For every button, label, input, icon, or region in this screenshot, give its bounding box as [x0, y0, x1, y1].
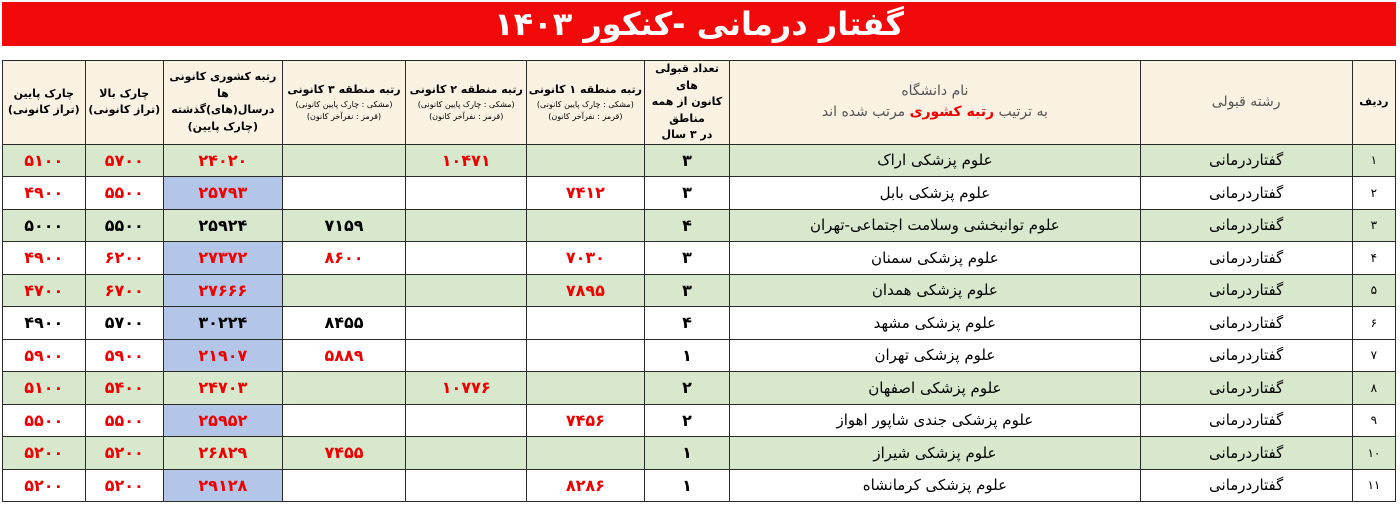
major-cell: گفتاردرمانی [1140, 177, 1352, 210]
admit-count-cell: ۴ [644, 209, 729, 242]
major-cell: گفتاردرمانی [1140, 404, 1352, 437]
table-header-row [3, 61, 1396, 145]
region1-rank-cell [527, 339, 645, 372]
national-rank-cell: ۳۰۲۲۴ [163, 307, 282, 340]
region1-rank-cell [527, 144, 645, 177]
upper-quartile-cell: ۵۴۰۰ [85, 372, 163, 405]
university-cell: علوم پزشکی کرمانشاه [730, 469, 1140, 502]
row-index: ۱۱ [1352, 469, 1395, 502]
region3-rank-cell [282, 404, 406, 437]
lower-quartile-cell: ۴۹۰۰ [3, 307, 86, 340]
table-row [3, 469, 1396, 502]
admit-count-cell: ۳ [644, 177, 729, 210]
region3-rank-cell [282, 372, 406, 405]
row-index: ۲ [1352, 177, 1395, 210]
region2-rank-cell [406, 209, 527, 242]
admit-count-cell: ۴ [644, 307, 729, 340]
region2-rank-cell [406, 274, 527, 307]
table-row [3, 144, 1396, 177]
lower-quartile-cell: ۵۱۰۰ [3, 144, 86, 177]
table-row [3, 177, 1396, 210]
header-major: رشته قبولی [1140, 61, 1352, 145]
upper-quartile-cell: ۵۵۰۰ [85, 209, 163, 242]
row-index: ۹ [1352, 404, 1395, 437]
header-region1-rank: رتبه منطقه ۱ کانونی (مشکی : چارک پایین کانونی) (قرمز : نفرآخر کانون) [527, 61, 645, 145]
region1-rank-cell: ۷۸۹۵ [527, 274, 645, 307]
university-cell: علوم پزشکی جندی شاپور اهواز [730, 404, 1140, 437]
university-cell: علوم پزشکی سمنان [730, 242, 1140, 275]
region1-rank-cell: ۷۴۱۲ [527, 177, 645, 210]
upper-quartile-cell: ۵۹۰۰ [85, 339, 163, 372]
national-rank-cell: ۲۵۹۲۴ [163, 209, 282, 242]
lower-quartile-cell: ۵۰۰۰ [3, 209, 86, 242]
university-cell: علوم پزشکی تهران [730, 339, 1140, 372]
region2-rank-cell [406, 242, 527, 275]
university-cell: علوم پزشکی همدان [730, 274, 1140, 307]
region1-rank-cell: ۷۰۳۰ [527, 242, 645, 275]
admit-count-cell: ۱ [644, 339, 729, 372]
national-rank-cell: ۲۷۶۶۶ [163, 274, 282, 307]
header-university-line2: به ترتیب رتبه کشوری مرتب شده اند [821, 104, 1048, 121]
region2-rank-cell [406, 307, 527, 340]
lower-quartile-cell: ۵۵۰۰ [3, 404, 86, 437]
page-title: گفتار درمانی -کنکور ۱۴۰۳ [2, 2, 1396, 46]
admit-count-cell: ۱ [644, 437, 729, 470]
header-region2-rank: رتبه منطقه ۲ کانونی (مشکی : چارک پایین کانونی) (قرمز : نفرآخر کانون) [406, 61, 527, 145]
admissions-table [2, 60, 1396, 502]
table-row [3, 372, 1396, 405]
national-rank-cell: ۲۵۹۵۲ [163, 404, 282, 437]
header-region3-rank: رتبه منطقه ۳ کانونی (مشکی : چارک پایین کانونی) (قرمز : نفرآخر کانون) [282, 61, 406, 145]
major-cell: گفتاردرمانی [1140, 307, 1352, 340]
upper-quartile-cell: ۵۲۰۰ [85, 469, 163, 502]
table-row [3, 209, 1396, 242]
upper-quartile-cell: ۶۲۰۰ [85, 242, 163, 275]
lower-quartile-cell: ۵۹۰۰ [3, 339, 86, 372]
region3-rank-cell: ۸۶۰۰ [282, 242, 406, 275]
admit-count-cell: ۲ [644, 372, 729, 405]
region2-rank-cell [406, 469, 527, 502]
region3-rank-cell: ۸۴۵۵ [282, 307, 406, 340]
admit-count-cell: ۱ [644, 469, 729, 502]
admit-count-cell: ۳ [644, 144, 729, 177]
university-cell: علوم توانبخشی وسلامت اجتماعی-تهران [730, 209, 1140, 242]
major-cell: گفتاردرمانی [1140, 437, 1352, 470]
major-cell: گفتاردرمانی [1140, 372, 1352, 405]
upper-quartile-cell: ۶۷۰۰ [85, 274, 163, 307]
upper-quartile-cell: ۵۵۰۰ [85, 404, 163, 437]
header-national-rank: رتبه کشوری کانونی ها درسال(های)گذشته (چارک پایین) [163, 61, 282, 145]
region3-rank-cell [282, 177, 406, 210]
region3-rank-cell: ۵۸۸۹ [282, 339, 406, 372]
national-rank-cell: ۲۵۷۹۳ [163, 177, 282, 210]
row-index: ۸ [1352, 372, 1395, 405]
region3-rank-cell [282, 274, 406, 307]
row-index: ۷ [1352, 339, 1395, 372]
region2-rank-cell: ۱۰۴۷۱ [406, 144, 527, 177]
table-row [3, 404, 1396, 437]
row-index: ۳ [1352, 209, 1395, 242]
major-cell: گفتاردرمانی [1140, 274, 1352, 307]
admit-count-cell: ۳ [644, 242, 729, 275]
region2-rank-cell [406, 404, 527, 437]
header-university-line1: نام دانشگاه [901, 83, 969, 100]
region1-rank-cell: ۷۴۵۶ [527, 404, 645, 437]
university-cell: علوم پزشکی اصفهان [730, 372, 1140, 405]
lower-quartile-cell: ۵۲۰۰ [3, 437, 86, 470]
university-cell: علوم پزشکی اراک [730, 144, 1140, 177]
lower-quartile-cell: ۵۲۰۰ [3, 469, 86, 502]
upper-quartile-cell: ۵۲۰۰ [85, 437, 163, 470]
university-cell: علوم پزشکی شیراز [730, 437, 1140, 470]
upper-quartile-cell: ۵۷۰۰ [85, 144, 163, 177]
table-row [3, 307, 1396, 340]
row-index: ۴ [1352, 242, 1395, 275]
national-rank-cell: ۲۴۰۲۰ [163, 144, 282, 177]
region1-rank-cell [527, 372, 645, 405]
university-cell: علوم پزشکی بابل [730, 177, 1140, 210]
lower-quartile-cell: ۴۹۰۰ [3, 242, 86, 275]
major-cell: گفتاردرمانی [1140, 242, 1352, 275]
header-university [730, 61, 1140, 145]
major-cell: گفتاردرمانی [1140, 339, 1352, 372]
lower-quartile-cell: ۴۹۰۰ [3, 177, 86, 210]
upper-quartile-cell: ۵۷۰۰ [85, 307, 163, 340]
region2-rank-cell: ۱۰۷۷۶ [406, 372, 527, 405]
region3-rank-cell [282, 144, 406, 177]
national-rank-cell: ۲۴۷۰۳ [163, 372, 282, 405]
table-row [3, 437, 1396, 470]
region2-rank-cell [406, 339, 527, 372]
region2-rank-cell [406, 437, 527, 470]
national-rank-cell: ۲۷۳۷۲ [163, 242, 282, 275]
region2-rank-cell [406, 177, 527, 210]
university-cell: علوم پزشکی مشهد [730, 307, 1140, 340]
row-index: ۱۰ [1352, 437, 1395, 470]
lower-quartile-cell: ۴۷۰۰ [3, 274, 86, 307]
lower-quartile-cell: ۵۱۰۰ [3, 372, 86, 405]
national-rank-cell: ۲۱۹۰۷ [163, 339, 282, 372]
region1-rank-cell [527, 437, 645, 470]
table-row [3, 242, 1396, 275]
region3-rank-cell: ۷۴۵۵ [282, 437, 406, 470]
admit-count-cell: ۳ [644, 274, 729, 307]
region3-rank-cell: ۷۱۵۹ [282, 209, 406, 242]
table-row [3, 274, 1396, 307]
table-row [3, 339, 1396, 372]
row-index: ۶ [1352, 307, 1395, 340]
row-index: ۵ [1352, 274, 1395, 307]
major-cell: گفتاردرمانی [1140, 144, 1352, 177]
national-rank-cell: ۲۹۱۲۸ [163, 469, 282, 502]
admit-count-cell: ۲ [644, 404, 729, 437]
region1-rank-cell [527, 209, 645, 242]
region1-rank-cell [527, 307, 645, 340]
header-radif: ردیف [1352, 61, 1395, 145]
header-lower-quartile: چارک پایین (تراز کانونی) [3, 61, 86, 145]
upper-quartile-cell: ۵۵۰۰ [85, 177, 163, 210]
national-rank-cell: ۲۶۸۲۹ [163, 437, 282, 470]
header-upper-quartile: چارک بالا (تراز کانونی) [85, 61, 163, 145]
region1-rank-cell: ۸۲۸۶ [527, 469, 645, 502]
major-cell: گفتاردرمانی [1140, 469, 1352, 502]
region3-rank-cell [282, 469, 406, 502]
row-index: ۱ [1352, 144, 1395, 177]
header-admit-count: تعداد قبولی های کانون از همه مناطق در ۳ سال [644, 61, 729, 145]
major-cell: گفتاردرمانی [1140, 209, 1352, 242]
